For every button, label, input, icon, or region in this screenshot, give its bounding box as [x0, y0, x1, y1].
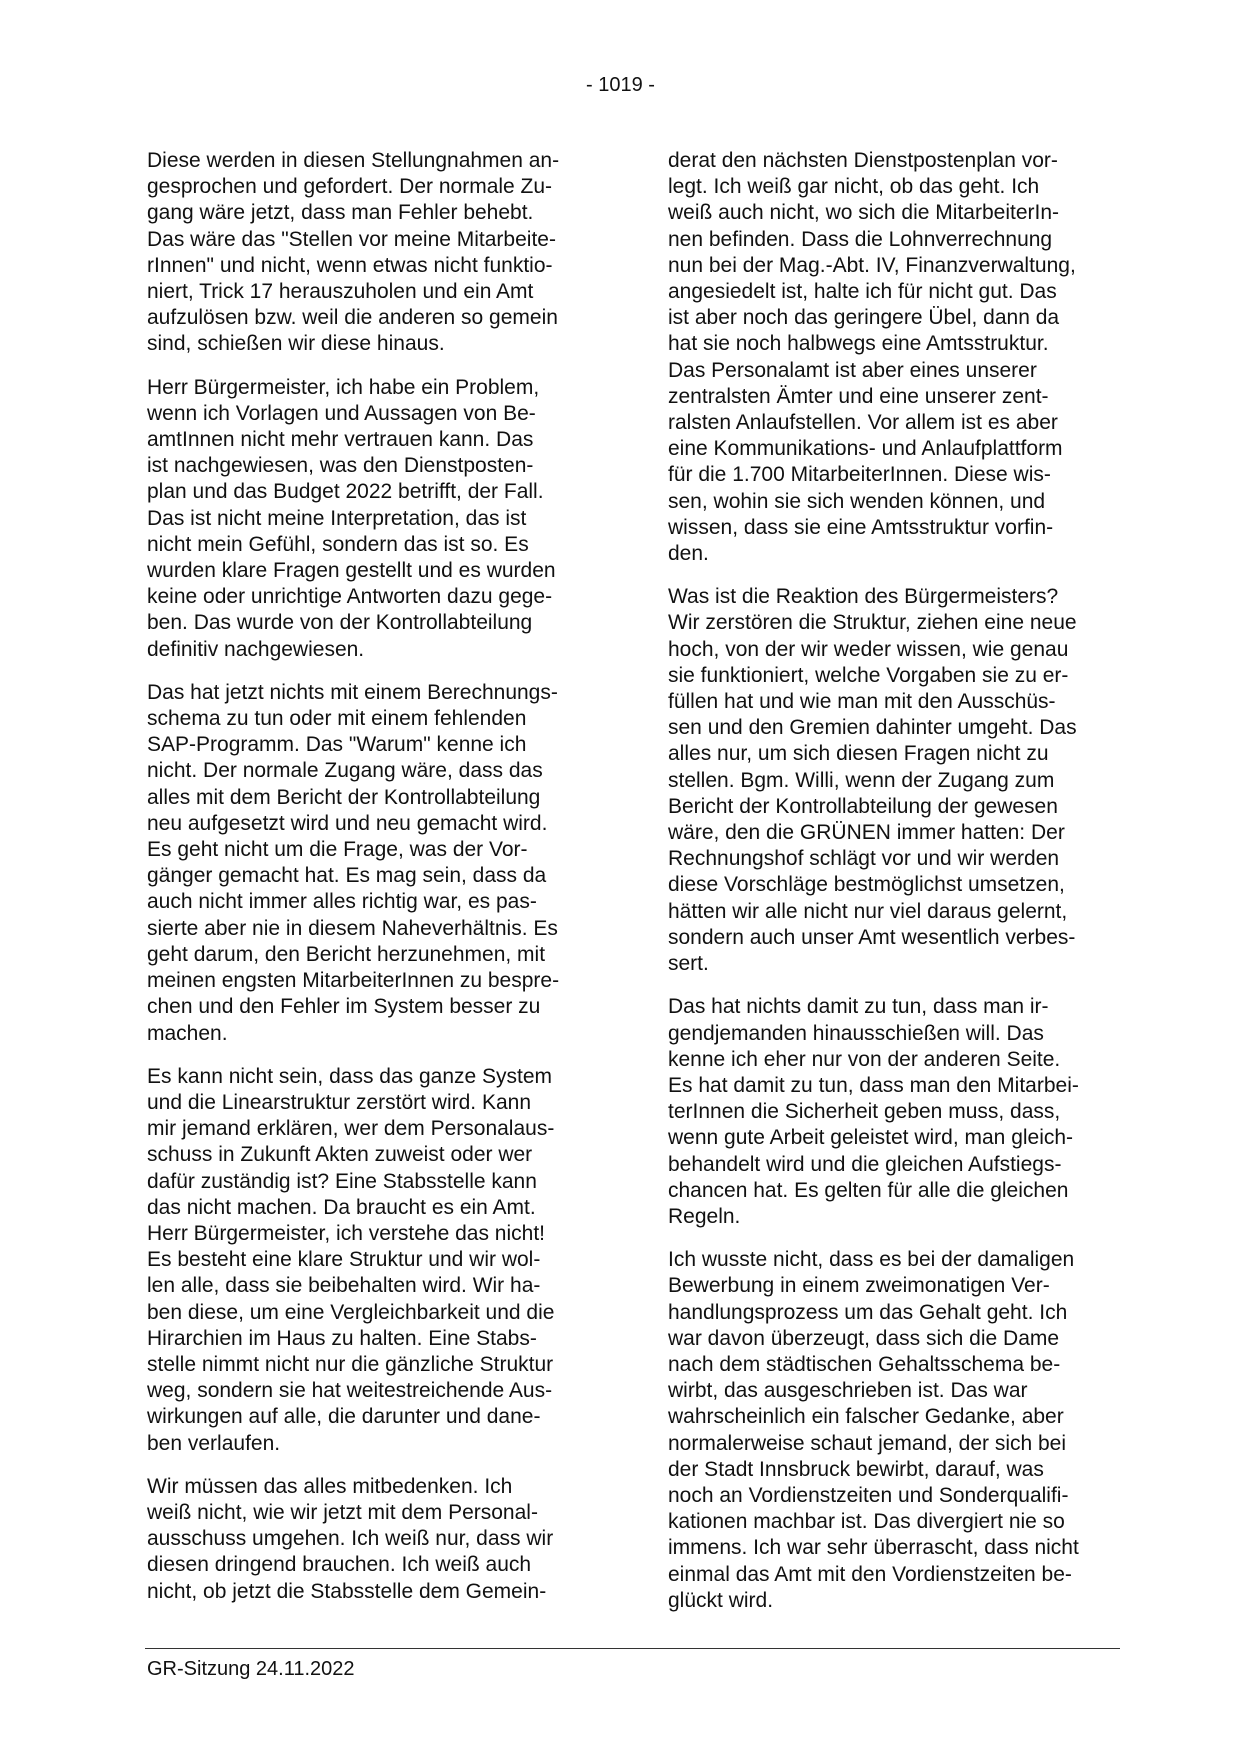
- text-line: für die 1.700 MitarbeiterInnen. Diese wis-: [668, 463, 1051, 487]
- text-line: nicht mein Gefühl, sondern das ist so. Es: [147, 532, 529, 556]
- text-line: wenn ich Vorlagen und Aussagen von Be-: [147, 401, 536, 425]
- text-line: niert, Trick 17 herauszuholen und ein Amt: [147, 280, 534, 304]
- text-line: stelle nimmt nicht nur die gänzliche Struktur: [147, 1352, 554, 1376]
- text-line: ben. Das wurde von der Kontrollabteilung: [147, 611, 533, 635]
- text-line: sie funktioniert, welche Vorgaben sie zu er-: [668, 663, 1069, 687]
- text-line: auch nicht immer alles richtig war, es pas-: [147, 890, 537, 914]
- text-line: Wir müssen das alles mitbedenken. Ich: [147, 1474, 513, 1498]
- text-line: wahrscheinlich ein falscher Gedanke, aber: [668, 1405, 1064, 1429]
- text-line: angesiedelt ist, halte ich für nicht gut. Das: [668, 280, 1057, 304]
- text-line: definitiv nachgewiesen.: [147, 637, 365, 661]
- text-line: den.: [668, 542, 709, 566]
- text-line: kenne ich eher nur von der anderen Seite.: [668, 1047, 1061, 1071]
- text-line: amtInnen nicht mehr vertrauen kann. Das: [147, 428, 534, 452]
- footer-divider: [145, 1648, 1120, 1649]
- paragraph: [668, 148, 1118, 567]
- text-line: glückt wird.: [668, 1588, 774, 1612]
- paragraph: [668, 584, 1118, 977]
- text-line: gänger gemacht hat. Es mag sein, dass da: [147, 864, 547, 888]
- text-line: das nicht machen. Da braucht es ein Amt.: [147, 1195, 536, 1219]
- text-line: derat den nächsten Dienstpostenplan vor-: [668, 149, 1058, 172]
- text-line: Bewerbung in einem zweimonatigen Ver-: [668, 1274, 1050, 1298]
- text-line: wäre, den die GRÜNEN immer hatten: Der: [668, 821, 1065, 845]
- text-line: aufzulösen bzw. weil die anderen so gemein: [147, 306, 558, 330]
- text-line: diese Vorschläge bestmöglichst umsetzen,: [668, 873, 1065, 897]
- text-line: immens. Ich war sehr überrascht, dass nicht: [668, 1536, 1079, 1560]
- text-line: legt. Ich weiß gar nicht, ob das geht. Ich: [668, 175, 1040, 199]
- text-line: füllen hat und wie man mit den Ausschüs-: [668, 690, 1056, 714]
- text-line: nen befinden. Dass die Lohnverrechnung: [668, 227, 1053, 251]
- text-line: meinen engsten MitarbeiterInnen zu bespre-: [147, 969, 560, 993]
- text-line: machen.: [147, 1021, 228, 1045]
- text-line: sert.: [668, 952, 709, 976]
- text-line: nach dem städtischen Gehaltsschema be-: [668, 1352, 1061, 1376]
- text-line: Das hat jetzt nichts mit einem Berechnungs-: [147, 680, 558, 704]
- paragraph: [147, 375, 597, 663]
- text-line: ralsten Anlaufstellen. Vor allem ist es aber: [668, 411, 1058, 435]
- footer-session-date: GR-Sitzung 24.11.2022: [147, 1658, 355, 1680]
- text-line: wenn gute Arbeit geleistet wird, man gleich-: [668, 1126, 1074, 1150]
- text-line: handlungsprozess um das Gehalt geht. Ich: [668, 1300, 1068, 1324]
- text-line: alles mit dem Bericht der Kontrollabteilung: [147, 785, 541, 809]
- text-line: Herr Bürgermeister, ich habe ein Problem,: [147, 375, 540, 399]
- text-line: war davon überzeugt, dass sich die Dame: [668, 1326, 1060, 1350]
- page-number: - 1019 -: [586, 74, 655, 96]
- text-line: geht darum, den Bericht herzunehmen, mit: [147, 942, 546, 966]
- text-line: alles nur, um sich diesen Fragen nicht zu: [668, 742, 1049, 766]
- text-line: nicht. Der normale Zugang wäre, dass das: [147, 759, 543, 783]
- text-line: wurden klare Fragen gestellt und es wurden: [147, 559, 556, 583]
- text-line: nicht, ob jetzt die Stabsstelle dem Gemein-: [147, 1579, 547, 1603]
- text-line: Rechnungshof schlägt vor und wir werden: [668, 847, 1060, 871]
- paragraph: [147, 148, 597, 358]
- text-line: behandelt wird und die gleichen Aufstiegs-: [668, 1152, 1062, 1176]
- text-line: sind, schießen wir diese hinaus.: [147, 332, 445, 356]
- text-line: Diese werden in diesen Stellungnahmen an-: [147, 149, 560, 172]
- text-line: weiß auch nicht, wo sich die MitarbeiterIn-: [668, 201, 1059, 225]
- column-right: [668, 148, 1118, 1631]
- text-line: Das wäre das "Stellen vor meine Mitarbeite-: [147, 227, 556, 251]
- text-line: SAP-Programm. Das "Warum" kenne ich: [147, 733, 527, 757]
- text-line: stellen. Bgm. Willi, wenn der Zugang zum: [668, 768, 1055, 792]
- text-line: eine Kommunikations- und Anlaufplattform: [668, 437, 1063, 461]
- text-line: Wir zerstören die Struktur, ziehen eine neue: [668, 611, 1077, 635]
- text-line: weg, sondern sie hat weitestreichende Aus-: [147, 1379, 553, 1403]
- text-line: sondern auch unser Amt wesentlich verbes-: [668, 925, 1076, 949]
- text-line: Was ist die Reaktion des Bürgermeisters?: [668, 585, 1059, 609]
- text-line: ist nachgewiesen, was den Dienstposten-: [147, 454, 534, 478]
- text-line: einmal das Amt mit den Vordienstzeiten be-: [668, 1562, 1072, 1586]
- text-line: hat sie noch halbwegs eine Amtsstruktur.: [668, 332, 1049, 356]
- text-line: Das Personalamt ist aber eines unserer: [668, 358, 1037, 382]
- text-line: noch an Vordienstzeiten und Sonderqualifi-: [668, 1483, 1069, 1507]
- paragraph: [668, 994, 1118, 1230]
- text-line: rInnen" und nicht, wenn etwas nicht funktio-: [147, 253, 553, 277]
- text-line: Bericht der Kontrollabteilung der gewesen: [668, 794, 1058, 818]
- text-line: der Stadt Innsbruck bewirbt, darauf, was: [668, 1457, 1044, 1481]
- text-line: sen und den Gremien dahinter umgeht. Das: [668, 716, 1077, 740]
- text-line: Herr Bürgermeister, ich verstehe das nicht!: [147, 1221, 545, 1245]
- text-line: weiß nicht, wie wir jetzt mit dem Personal-: [147, 1500, 538, 1524]
- text-line: ben diese, um eine Vergleichbarkeit und die: [147, 1300, 555, 1324]
- text-line: sen, wohin sie sich wenden können, und: [668, 489, 1046, 513]
- text-line: keine oder unrichtige Antworten dazu gege-: [147, 585, 553, 609]
- paragraph: [668, 1247, 1118, 1614]
- paragraph: [147, 1474, 597, 1605]
- text-line: terInnen die Sicherheit geben muss, dass,: [668, 1100, 1061, 1124]
- text-line: Ich wusste nicht, dass es bei der damaligen: [668, 1248, 1075, 1272]
- text-line: ben verlaufen.: [147, 1431, 281, 1455]
- column-left: [147, 148, 597, 1622]
- text-line: dafür zuständig ist? Eine Stabsstelle kann: [147, 1169, 537, 1193]
- text-line: Hirarchien im Haus zu halten. Eine Stabs-: [147, 1326, 537, 1350]
- text-line: schema zu tun oder mit einem fehlenden: [147, 707, 527, 731]
- text-line: wirbt, das ausgeschrieben ist. Das war: [668, 1379, 1028, 1403]
- text-line: ausschuss umgehen. Ich weiß nur, dass wir: [147, 1527, 554, 1551]
- text-line: hätten wir alle nicht nur viel daraus gelernt,: [668, 899, 1068, 923]
- text-line: nun bei der Mag.-Abt. IV, Finanzverwaltung,: [668, 253, 1076, 277]
- text-line: gesprochen und gefordert. Der normale Zu-: [147, 175, 553, 199]
- text-line: hoch, von der wir weder wissen, wie genau: [668, 637, 1069, 661]
- text-line: Es besteht eine klare Struktur und wir wol-: [147, 1248, 541, 1272]
- text-line: mir jemand erklären, wer dem Personalaus-: [147, 1117, 555, 1141]
- text-line: Das hat nichts damit zu tun, dass man ir-: [668, 995, 1049, 1019]
- text-line: schuss in Zukunft Akten zuweist oder wer: [147, 1143, 533, 1167]
- text-line: gendjemanden hinausschießen will. Das: [668, 1021, 1044, 1045]
- text-line: wissen, dass sie eine Amtsstruktur vorfin-: [668, 515, 1054, 539]
- paragraph: [147, 1064, 597, 1457]
- text-line: diesen dringend brauchen. Ich weiß auch: [147, 1553, 532, 1577]
- text-line: Regeln.: [668, 1204, 741, 1228]
- text-line: chancen hat. Es gelten für alle die gleichen: [668, 1178, 1069, 1202]
- text-line: Es geht nicht um die Frage, was der Vor-: [147, 838, 528, 862]
- text-line: und die Linearstruktur zerstört wird. Kann: [147, 1090, 532, 1114]
- text-line: neu aufgesetzt wird und neu gemacht wird.: [147, 811, 548, 835]
- text-line: kationen machbar ist. Das divergiert nie so: [668, 1510, 1065, 1534]
- text-line: chen und den Fehler im System besser zu: [147, 995, 541, 1019]
- text-line: plan und das Budget 2022 betrifft, der Fall.: [147, 480, 544, 504]
- text-line: len alle, dass sie beibehalten wird. Wir ha-: [147, 1274, 541, 1298]
- text-line: Es hat damit zu tun, dass man den Mitarbei-: [668, 1073, 1079, 1097]
- text-line: sierte aber nie in diesem Naheverhältnis. Es: [147, 916, 558, 940]
- text-line: ist aber noch das geringere Übel, dann da: [668, 306, 1060, 330]
- text-line: Es kann nicht sein, dass das ganze System: [147, 1064, 553, 1088]
- paragraph: [147, 680, 597, 1047]
- text-line: Das ist nicht meine Interpretation, das ist: [147, 506, 527, 530]
- text-line: normalerweise schaut jemand, der sich bei: [668, 1431, 1067, 1455]
- text-line: zentralsten Ämter und eine unserer zent-: [668, 384, 1049, 408]
- text-line: wirkungen auf alle, die darunter und dane-: [147, 1405, 541, 1429]
- text-line: gang wäre jetzt, dass man Fehler behebt.: [147, 201, 534, 225]
